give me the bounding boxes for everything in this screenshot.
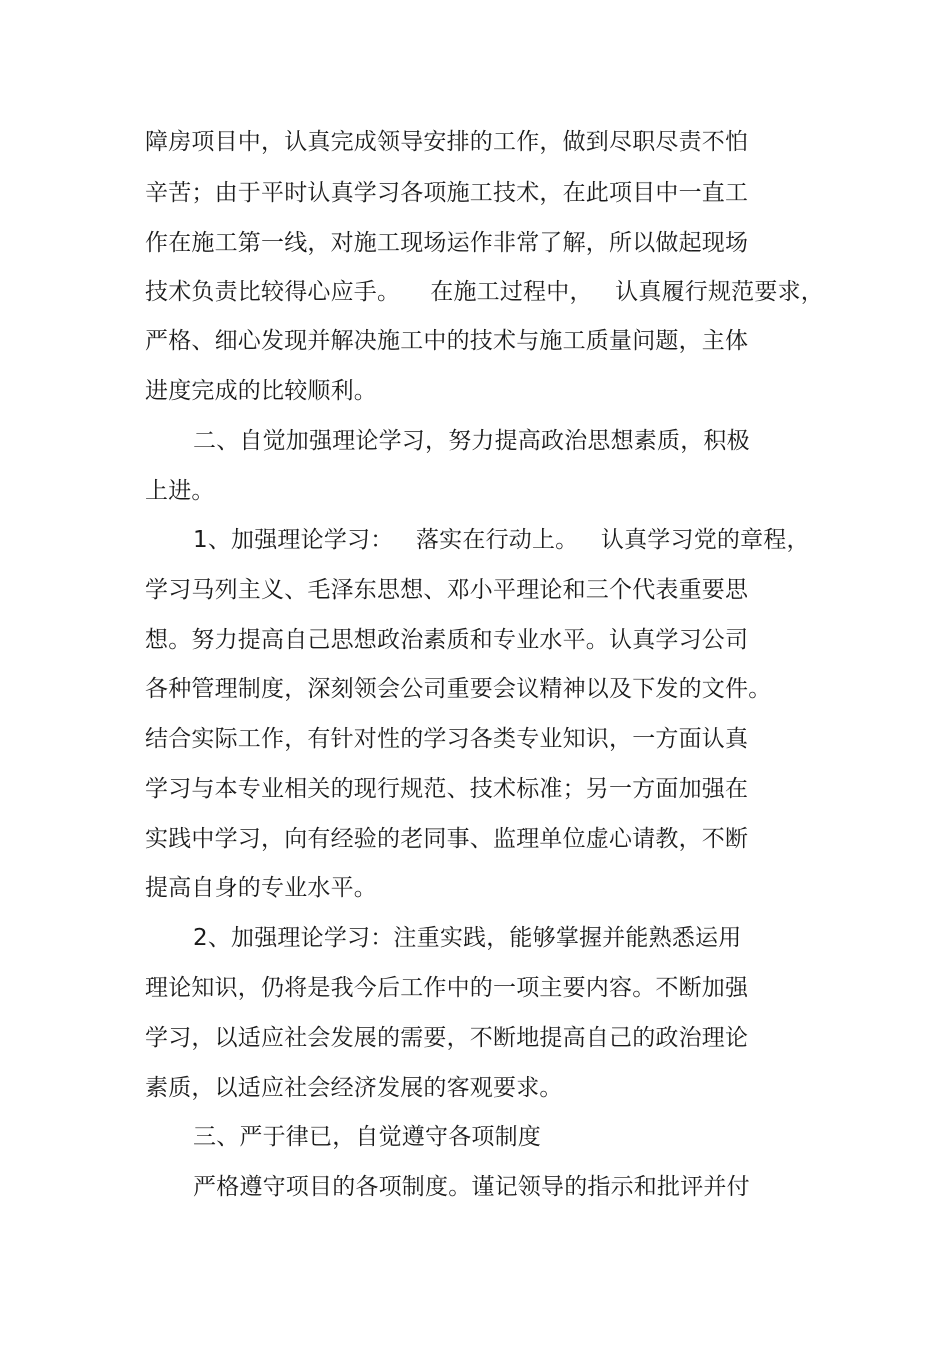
text-line: 进度完成的比较顺利。 [145, 378, 377, 404]
text-line: 障房项目中，认真完成领导安排的工作，做到尽职尽责不怕 [145, 129, 749, 155]
paragraph-start: 2、加强理论学习：注重实践，能够掌握并能熟悉运用 [193, 925, 742, 951]
text-line: 学习与本专业相关的现行规范、技术标准；另一方面加强在 [145, 776, 749, 802]
section-heading: 二、自觉加强理论学习，努力提高政治思想素质，积极 [193, 428, 750, 454]
text-line: 素质，以适应社会经济发展的客观要求。 [145, 1075, 563, 1101]
paragraph-start: 严格遵守项目的各项制度。谨记领导的指示和批评并付 [193, 1174, 750, 1200]
text-line: 实践中学习，向有经验的老同事、监理单位虚心请教，不断 [145, 826, 749, 852]
text-line: 理论知识，仍将是我今后工作中的一项主要内容。不断加强 [145, 975, 749, 1001]
text-line: 上进。 [145, 478, 215, 504]
text-line: 技术负责比较得心应手。 在施工过程中， 认真履行规范要求， [145, 279, 824, 305]
text-line: 各种管理制度，深刻领会公司重要会议精神以及下发的文件。 [145, 676, 772, 702]
text-line: 想。努力提高自己思想政治素质和专业水平。认真学习公司 [145, 627, 749, 653]
text-line: 结合实际工作，有针对性的学习各类专业知识，一方面认真 [145, 726, 749, 752]
text-line: 提高自身的专业水平。 [145, 875, 377, 901]
text-line: 严格、细心发现并解决施工中的技术与施工质量问题，主体 [145, 328, 749, 354]
section-heading: 三、严于律已，自觉遵守各项制度 [193, 1124, 541, 1150]
text-line: 作在施工第一线，对施工现场运作非常了解，所以做起现场 [145, 230, 749, 256]
paragraph-start: 1、加强理论学习： 落实在行动上。 认真学习党的章程， [193, 527, 810, 553]
text-line: 学习，以适应社会发展的需要，不断地提高自己的政治理论 [145, 1025, 749, 1051]
text-line: 辛苦；由于平时认真学习各项施工技术，在此项目中一直工 [145, 180, 749, 206]
text-line: 学习马列主义、毛泽东思想、邓小平理论和三个代表重要思 [145, 577, 749, 603]
